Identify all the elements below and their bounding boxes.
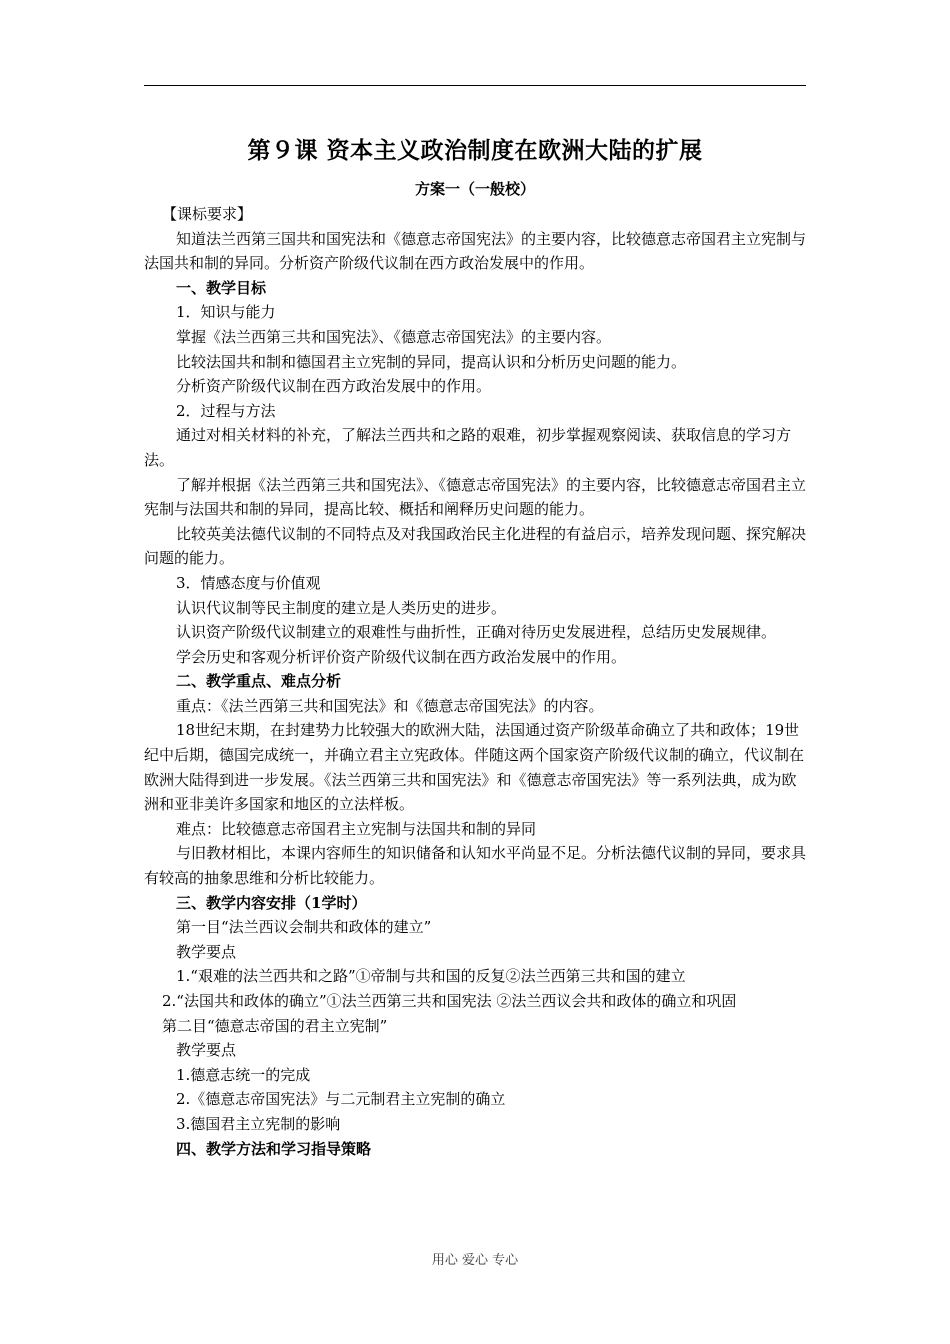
paragraph: 比较英美法德代议制的不同特点及对我国政治民主化进程的有益启示，培养发现问题、探究解决问题的能力。 <box>144 524 807 568</box>
paragraph: 知道法兰西第三国共和国宪法和《德意志帝国宪法》的主要内容，比较德意志帝国君主立宪制与法国共和制的异同。分析资产阶级代议制在西方政治发展中的作用。 <box>144 229 807 273</box>
paragraph: 比较法国共和制和德国君主立宪制的异同，提高认识和分析历史问题的能力。 <box>176 352 687 371</box>
list-item: 2.“法国共和政体的确立”①法兰西第三共和国宪法 ②法兰西议会共和政体的确立和巩固 <box>162 992 737 1010</box>
page-subtitle: 方案一（一般校） <box>414 180 535 198</box>
paragraph: 第二目“德意志帝国的君主立宪制” <box>162 1016 388 1035</box>
paragraph: 分析资产阶级代议制在西方政治发展中的作用。 <box>176 377 492 396</box>
paragraph: 重点：《法兰西第三共和国宪法》和《德意志帝国宪法》的内容。 <box>176 696 604 715</box>
page-footer: 用心 爱心 专心 <box>431 1253 519 1268</box>
document-body <box>144 202 808 1161</box>
paragraph: 第一目“法兰西议会制共和政体的建立” <box>176 918 432 937</box>
page-title: 第９课 资本主义政治制度在欧洲大陆的扩展 <box>247 137 703 164</box>
section-label: 【课标要求】 <box>162 205 253 223</box>
paragraph: 了解并根据《法兰西第三共和国宪法》、《德意志帝国宪法》的主要内容，比较德意志帝国君主立宪制与法国共和制的异同，提高比较、概括和阐释历史问题的能力。 <box>144 475 807 519</box>
paragraph: 通过对相关材料的补充，了解法兰西共和之路的艰难，初步掌握观察阅读、获取信息的学习方法。 <box>144 426 792 469</box>
list-item: 1.德意志统一的完成 <box>176 1065 311 1084</box>
section-heading: 四、教学方法和学习指导策略 <box>176 1139 372 1158</box>
list-item: 1.“艰难的法兰西共和之路”①帝制与共和国的反复②法兰西第三共和国的建立 <box>176 967 686 986</box>
header-rule <box>144 85 806 86</box>
paragraph: 与旧教材相比，本课内容师生的知识储备和认知水平尚显不足。分析法德代议制的异同，要求具有较高的抽象思维和分析比较能力。 <box>144 844 807 888</box>
list-item: 2.《德意志帝国宪法》与二元制君主立宪制的确立 <box>176 1090 506 1109</box>
subheading: 2．过程与方法 <box>176 401 276 420</box>
paragraph: 学会历史和客观分析评价资产阶级代议制在西方政治发展中的作用。 <box>176 647 627 666</box>
section-heading: 二、教学重点、难点分析 <box>176 672 342 691</box>
list-item: 3.德国君主立宪制的影响 <box>176 1114 341 1133</box>
subheading: 3．情感态度与价值观 <box>176 573 321 592</box>
subheading: 1．知识与能力 <box>176 303 276 322</box>
paragraph: 认识资产阶级代议制建立的艰难性与曲折性，正确对待历史发展进程，总结历史发展规律。 <box>176 623 777 642</box>
paragraph: 认识代议制等民主制度的建立是人类历史的进步。 <box>176 598 507 617</box>
paragraph: 教学要点 <box>176 1041 237 1060</box>
paragraph: 教学要点 <box>176 942 237 961</box>
section-heading: 一、教学目标 <box>176 278 267 297</box>
paragraph: 难点：比较德意志帝国君主立宪制与法国共和制的异同 <box>176 819 537 838</box>
paragraph: 18世纪末期，在封建势力比较强大的欧洲大陆，法国通过资产阶级革命确立了共和政体；19世纪中后期，德国完成统一，并确立君主立宪政体。伴随这两个国家资产阶级代议制的确立，代议制在欧洲大陆得到进一步发展。《法兰西第三共和国宪法》和《德意志帝国宪法》等一系列法典，成为欧洲和亚非美许多国家和地区的立法样板。 <box>144 721 805 814</box>
paragraph: 掌握《法兰西第三共和国宪法》、《德意志帝国宪法》的主要内容。 <box>176 327 612 346</box>
section-heading: 三、教学内容安排（1学时） <box>176 893 367 912</box>
